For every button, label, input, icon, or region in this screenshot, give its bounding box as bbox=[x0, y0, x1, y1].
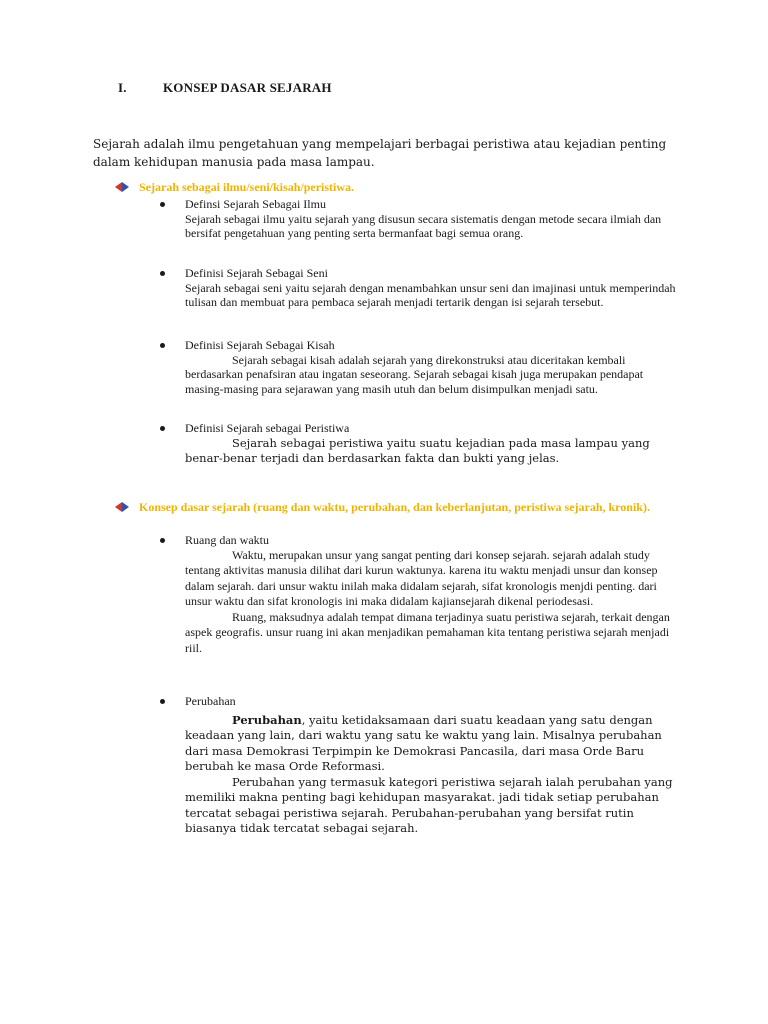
item-paragraph: Perubahan yang termasuk kategori peristiwa sejarah ialah perubahan yang memiliki makna penting bagi kehidupan masyarakat. jadi tidak setiap perubahan tercatat sebagai peristiwa sejarah. Perubahan-perubahan yang bersifat rutin biasanya tidak tercatat sebagai sejarah. bbox=[185, 774, 673, 835]
item-title: Definisi Sejarah Sebagai Seni bbox=[185, 266, 328, 280]
bullet-dot-icon bbox=[160, 426, 165, 431]
chapter-number: I. bbox=[118, 80, 127, 95]
item-paragraph: Ruang, maksudnya adalah tempat dimana terjadinya suatu peristiwa sejarah, terkait dengan aspek geografis. unsur ruang ini akan menjadikan pemahaman kita tentang peristiwa sejarah menjadi riil. bbox=[185, 609, 670, 655]
item-body: Sejarah sebagai ilmu yaitu sejarah yang disusun secara sistematis dengan metode secara ilmiah dan bersifat pengetahuan yang penting serta bermanfaat bagi semua orang. bbox=[185, 211, 662, 240]
section-1-title: Sejarah sebagai ilmu/seni/kisah/peristiwa. bbox=[139, 180, 355, 194]
list-item bbox=[160, 421, 680, 467]
item-bold-term: Perubahan bbox=[232, 712, 302, 727]
section-heading-1 bbox=[115, 180, 675, 195]
chapter-title: KONSEP DASAR SEJARAH bbox=[163, 80, 332, 95]
bullet-dot-icon bbox=[160, 271, 165, 276]
section-2-title: Konsep dasar sejarah (ruang dan waktu, perubahan, dan keberlanjutan, peristiwa sejarah, kronik). bbox=[139, 500, 650, 514]
list-item bbox=[160, 266, 680, 310]
list-item bbox=[160, 694, 680, 837]
item-paragraph: Waktu, merupakan unsur yang sangat penting dari konsep sejarah. sejarah adalah study tentang aktivitas manusia dilihat dari kurun waktunya. karena itu waktu menjadi unsur dan konsep dalam sejarah. dari unsur waktu inilah maka didalam sejarah, sifat kronologis menjdi penting. dari unsur waktu dan sifat kronologis ini maka didalam kajiansejarah dikenal periodesasi. bbox=[185, 547, 658, 608]
bullet-dot-icon bbox=[160, 538, 165, 543]
arrow-bullet-icon bbox=[115, 182, 129, 192]
bullet-dot-icon bbox=[160, 202, 165, 207]
item-title: Definisi Sejarah Sebagai Kisah bbox=[185, 338, 335, 352]
intro-paragraph: Sejarah adalah ilmu pengetahuan yang mempelajari berbagai peristiwa atau kejadian penting dalam kehidupan manusia pada masa lampau. bbox=[93, 137, 667, 169]
list-item bbox=[160, 338, 680, 396]
list-item bbox=[160, 533, 680, 656]
list-item bbox=[160, 197, 680, 241]
arrow-bullet-icon bbox=[115, 502, 129, 512]
section-heading-2 bbox=[115, 500, 660, 515]
item-title: Definsi Sejarah Sebagai Ilmu bbox=[185, 197, 326, 211]
item-body: Sejarah sebagai kisah adalah sejarah yang direkonstruksi atau diceritakan kembali berdasarkan penafsiran atau ingatan seseorang. Sejarah sebagai kisah juga merupakan pendapat masing-masing para sejarawan yang masih utuh dan belum disimpulkan menjadi satu. bbox=[185, 352, 644, 396]
item-title: Ruang dan waktu bbox=[185, 533, 269, 547]
bullet-dot-icon bbox=[160, 699, 165, 704]
item-title: Perubahan bbox=[185, 694, 236, 708]
item-paragraph: , yaitu ketidaksamaan dari suatu keadaan yang satu dengan keadaan yang lain, dari waktu yang satu ke waktu yang lain. Misalnya perubahan dari masa Demokrasi Terpimpin ke Demokrasi Pancasila, dari masa Orde Baru berubah ke masa Orde Reformasi. bbox=[185, 712, 662, 773]
item-body: Sejarah sebagai peristiwa yaitu suatu kejadian pada masa lampau yang benar-benar terjadi dan berdasarkan fakta dan bukti yang jelas. bbox=[185, 435, 650, 465]
item-body: Sejarah sebagai seni yaitu sejarah dengan menambahkan unsur seni dan imajinasi untuk memperindah tulisan dan membuat para pembaca sejarah menjadi tertarik dengan isi sejarah tersebut. bbox=[185, 280, 676, 309]
item-title: Definisi Sejarah sebagai Peristiwa bbox=[185, 421, 350, 435]
bullet-dot-icon bbox=[160, 343, 165, 348]
